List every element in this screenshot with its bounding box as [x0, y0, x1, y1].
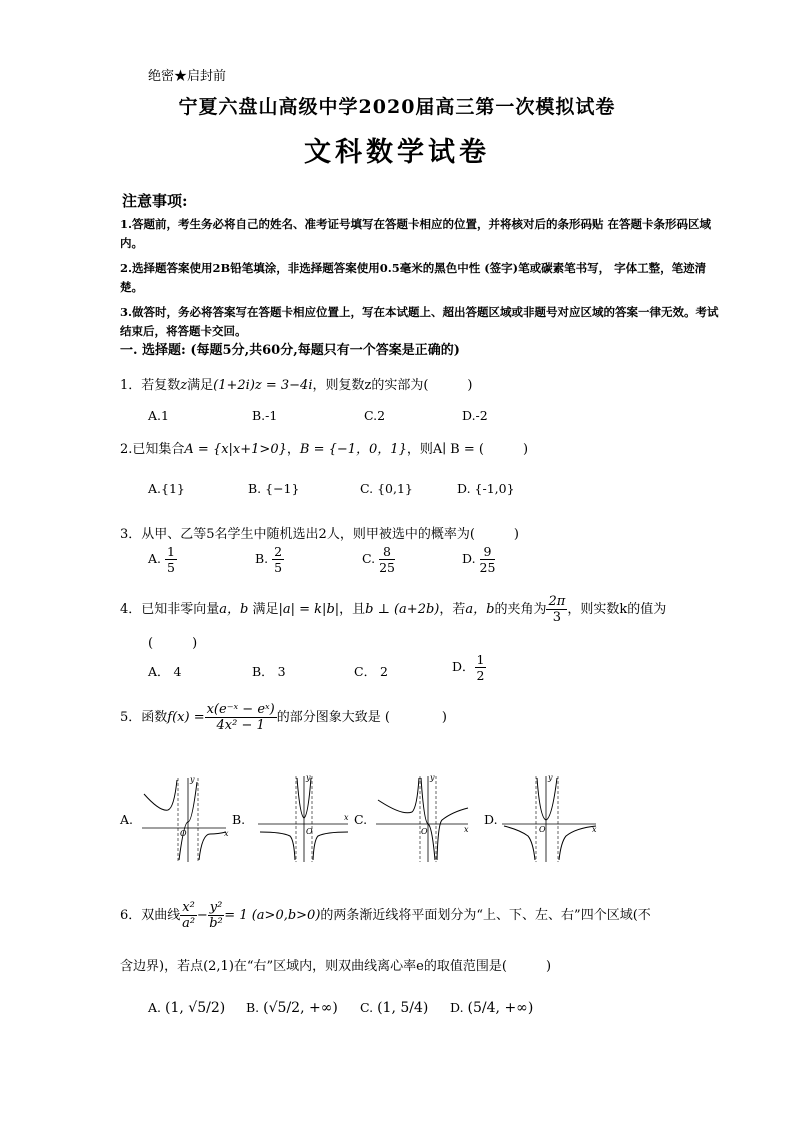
q3-d-num: 9 — [480, 544, 496, 560]
q4-vectors-2: a，b — [465, 602, 495, 617]
q5-b-x-label: x — [344, 813, 349, 822]
q5-option-a-label: A. — [120, 812, 134, 827]
q2-suffix: ，则A∣ B = ( ) — [406, 442, 529, 457]
q6-num-2: y² — [209, 900, 223, 915]
q5-b-origin: O — [306, 827, 313, 836]
q2-set-b: B = {−1，0，1} — [299, 442, 407, 457]
q1-mid: 满足 — [187, 378, 214, 393]
q6-option-c — [360, 1000, 428, 1016]
q5-suffix: 的部分图象大致是 ( ) — [276, 710, 447, 725]
q4-d-num: 1 — [476, 652, 485, 667]
q1-option-d: D.-2 — [462, 408, 488, 423]
q6-minus: − — [196, 908, 208, 923]
q3-option-a-fraction — [165, 544, 177, 575]
q6-suffix: 的两条渐近线将平面划分为“上、下、左、右”四个区域(不 — [320, 908, 651, 923]
q4-answer-paren: ( ) — [148, 636, 198, 651]
q4-cond-2: b ⊥ (a+2b) — [365, 602, 440, 617]
q6-b-text: (√5/2, +∞) — [263, 1000, 338, 1016]
q4-option-a: A． 4 — [148, 664, 182, 679]
q5-c-y-label: y — [430, 773, 435, 782]
q2-option-a: A.{1} — [148, 481, 185, 496]
q3-option-d — [462, 544, 495, 575]
q3-option-c-fraction — [379, 544, 395, 575]
q5-prefix: 5．函数 — [120, 710, 168, 725]
q5-d-y-label: y — [548, 773, 553, 782]
q3-option-a-label: A. — [148, 551, 162, 566]
q2-option-c: C. {0,1} — [360, 481, 413, 496]
q3-option-b-label: B. — [255, 551, 269, 566]
q6-a-label: A. — [148, 1000, 162, 1015]
notice-heading: 注意事项: — [122, 192, 188, 210]
q3-b-num: 2 — [274, 544, 283, 559]
q5-d-origin: O — [539, 825, 546, 834]
q6-option-b — [246, 1000, 338, 1016]
q4-part-d: ，若 — [439, 602, 466, 617]
q5-d-x-label: x — [592, 825, 597, 834]
q3-d-den: 25 — [479, 560, 496, 575]
q1-equation: (1+2i)z = 3−4i — [213, 378, 313, 393]
q6-num-1: x² — [182, 900, 195, 915]
q1-option-c: C.2 — [364, 408, 386, 423]
q6-b-label: B. — [246, 1000, 260, 1015]
question-5 — [120, 702, 447, 733]
q5-graph-b — [256, 772, 352, 864]
q2-option-b: B. {−1} — [248, 481, 300, 496]
q3-b-den: 5 — [274, 560, 283, 575]
q5-den: 4x² − 1 — [216, 718, 265, 733]
q4-part-f: ，则实数k的值为 — [567, 602, 667, 617]
q4-option-c: C． 2 — [354, 664, 388, 679]
q4-vectors: a，b — [219, 602, 249, 617]
q1-option-a: A.1 — [148, 408, 169, 423]
q5-option-b-label: B. — [232, 812, 246, 827]
question-2 — [120, 438, 528, 457]
question-1 — [120, 374, 473, 393]
q5-graph-a — [140, 772, 230, 864]
q5-graph-d — [500, 772, 600, 864]
q4-part-e: 的夹角为 — [494, 602, 547, 617]
notice-item-3: 3.做答时，务必将答案写在答题卡相应位置上，写在本试题上、超出答题区域或非题号对应区域的答案一律无效。考试结束后，将答题卡交回。 — [120, 305, 719, 338]
q4-d-den: 2 — [476, 668, 485, 683]
q5-graph-c — [374, 772, 472, 864]
q6-d-text: (5/4, +∞) — [467, 1000, 534, 1016]
q4-option-b: B． 3 — [252, 664, 286, 679]
q6-line-2: 含边界)，若点(2,1)在“右”区域内，则双曲线离心率e的取值范围是( ) — [120, 959, 552, 974]
q6-option-a — [148, 1000, 225, 1016]
question-3: 3．从甲、乙等5名学生中随机选出2人，则甲被选中的概率为( ) — [120, 527, 519, 542]
section-title: 一. 选择题: (每题5分,共60分,每题只有一个答案是正确的) — [120, 343, 460, 358]
q5-num: x(e⁻ˣ − eˣ) — [206, 702, 275, 717]
q4-part-b: 满足 — [252, 602, 279, 617]
q6-prefix: 6．双曲线 — [120, 908, 181, 923]
q5-b-y-label: y — [306, 773, 311, 782]
q6-option-d — [450, 1000, 533, 1016]
q6-c-text: (1, 5/4) — [377, 1000, 429, 1016]
q3-option-c-label: C. — [362, 551, 376, 566]
confidential-mark: 绝密★启封前 — [148, 69, 227, 84]
q3-option-d-label: D. — [462, 551, 476, 566]
subject-title: 文科数学试卷 — [304, 137, 490, 168]
q3-c-num: 8 — [379, 544, 395, 560]
q6-a-text: (1, √5/2) — [165, 1000, 226, 1016]
q6-c-label: C. — [360, 1000, 374, 1015]
notice-item-2: 2.选择题答案使用2B铅笔填涂，非选择题答案使用0.5毫米的黑色中性 (签字)笔或碳素笔书写， 字体工整，笔迹清楚。 — [120, 261, 707, 294]
q5-a-origin: O — [180, 829, 187, 838]
q6-den-1: a² — [182, 916, 196, 931]
q1-option-b: B.-1 — [252, 408, 278, 423]
q3-option-a — [148, 544, 177, 575]
q5-a-x-label: x — [224, 829, 229, 838]
q3-option-b — [255, 544, 284, 575]
q6-den-2: b² — [209, 916, 223, 931]
q2-set-a: A = {x|x+1>0} — [184, 442, 287, 457]
q6-frac-y — [208, 900, 225, 931]
q3-a-den: 5 — [167, 560, 175, 575]
q4-option-d — [452, 652, 486, 683]
q4-cond-1: |a| = k|b| — [278, 602, 340, 617]
q4-angle-fraction — [546, 594, 567, 625]
q5-func: f(x) = — [167, 710, 205, 725]
q6-frac-x — [180, 900, 197, 931]
q2-option-d: D. {-1,0} — [457, 481, 515, 496]
q4-angle-num: 2π — [548, 594, 566, 609]
q5-a-y-label: y — [190, 775, 195, 784]
question-4 — [120, 594, 666, 625]
notice-item-1: 1.答题前，考生务必将自己的姓名、准考证号填写在答题卡相应的位置，并将核对后的条形码贴 在答题卡条形码区域内。 — [120, 217, 712, 250]
q2-sep: ， — [286, 442, 300, 457]
q1-suffix: ，则复数z的实部为( ) — [312, 378, 473, 393]
q1-variable: z — [180, 378, 188, 393]
q4-angle-den: 3 — [552, 610, 562, 625]
q4-option-d-label: D． — [452, 659, 475, 674]
q6-equation: = 1 (a>0,b>0) — [224, 908, 321, 923]
q4-option-d-fraction — [475, 652, 487, 683]
q5-fraction — [205, 702, 277, 733]
q5-c-x-label: x — [464, 825, 469, 834]
q5-option-d-label: D. — [484, 812, 498, 827]
q3-option-c — [362, 544, 395, 575]
question-6 — [120, 900, 651, 931]
q6-d-label: D. — [450, 1000, 464, 1015]
q4-part-a: 4．已知非零向量 — [120, 602, 220, 617]
q5-option-c-label: C. — [354, 812, 368, 827]
q3-option-b-fraction — [272, 544, 284, 575]
q3-option-d-fraction — [480, 544, 496, 575]
school-title: 宁夏六盘山高级中学2020届高三第一次模拟试卷 — [178, 96, 616, 118]
q3-c-den: 25 — [379, 560, 395, 575]
q3-a-num: 1 — [167, 544, 175, 559]
q1-prefix: 1．若复数 — [120, 378, 181, 393]
q5-c-origin: O — [421, 827, 428, 836]
q2-prefix: 2.已知集合 — [120, 442, 185, 457]
q4-part-c: ，且 — [339, 602, 366, 617]
